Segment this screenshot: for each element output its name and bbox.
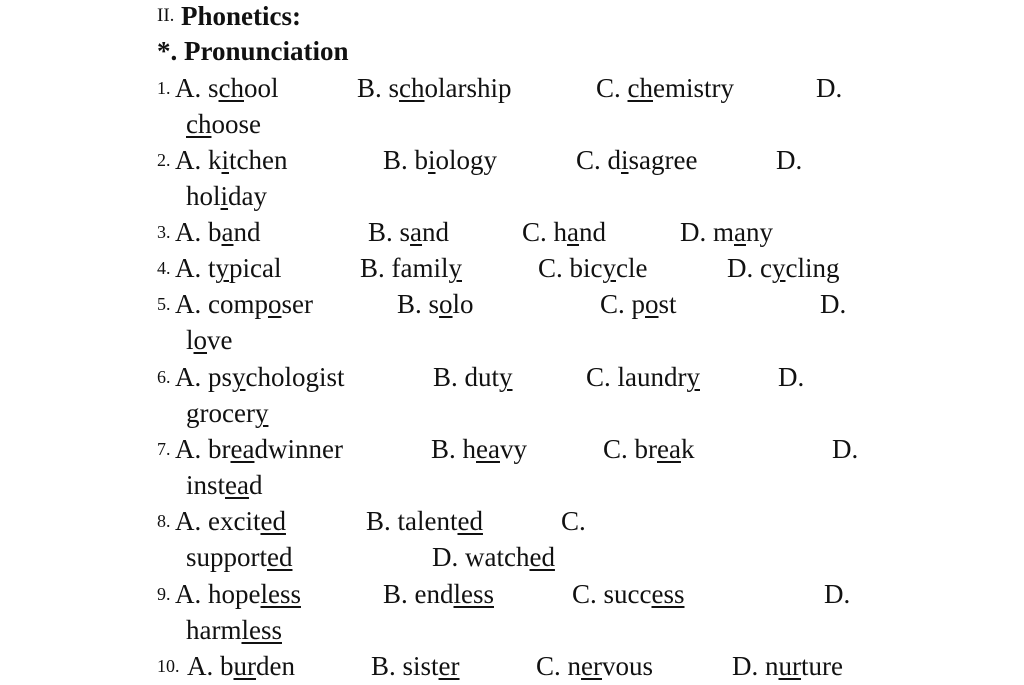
option-a: A. hopeless <box>175 579 301 609</box>
option-d-word: instead <box>186 470 263 500</box>
option-a: A. breadwinner <box>175 434 343 464</box>
option-b: B. heavy <box>431 434 527 464</box>
option-c: C. disagree <box>576 145 698 175</box>
section-title: Phonetics: <box>181 1 301 31</box>
option-d-word: holiday <box>186 181 268 211</box>
option-d: D. <box>776 145 803 175</box>
option-d-word: grocery <box>186 398 269 428</box>
option-d: D. cycling <box>727 253 840 283</box>
option-c: C. laundry <box>586 362 700 392</box>
option-b: B. sister <box>371 651 460 681</box>
subsection-title: *. Pronunciation <box>157 36 349 66</box>
question-number: 6. <box>157 367 171 387</box>
option-d: D. <box>824 579 851 609</box>
option-b: B. biology <box>383 145 498 175</box>
option-b: B. duty <box>433 362 513 392</box>
option-b: B. sand <box>368 217 450 247</box>
option-a: A. band <box>175 217 261 247</box>
option-b: B. solo <box>397 289 474 319</box>
option-a: A. typical <box>175 253 282 283</box>
option-c-word: supported <box>186 542 293 572</box>
option-a: A. burden <box>187 651 295 681</box>
question-number: 3. <box>157 222 171 242</box>
option-b: B. endless <box>383 579 494 609</box>
option-d: D. watched <box>432 542 555 572</box>
section-roman: II. <box>157 5 175 26</box>
question-number: 2. <box>157 150 171 170</box>
question-number: 7. <box>157 439 171 459</box>
question-number: 9. <box>157 584 171 604</box>
option-c: C. bicycle <box>538 253 648 283</box>
option-d: D. <box>778 362 805 392</box>
option-c: C. post <box>600 289 677 319</box>
option-c: C. nervous <box>536 651 654 681</box>
option-a: A. excited <box>175 506 286 536</box>
option-c: C. break <box>603 434 695 464</box>
question-number: 10. <box>157 656 180 676</box>
option-d-word: harmless <box>186 615 282 645</box>
option-d: D. nurture <box>732 651 843 681</box>
question-number: 4. <box>157 258 171 278</box>
option-c: C. <box>561 506 586 536</box>
option-c: C. success <box>572 579 685 609</box>
option-d-word: love <box>186 325 233 355</box>
option-d: D. many <box>680 217 773 247</box>
option-a: A. composer <box>175 289 313 319</box>
question-number: 8. <box>157 511 171 531</box>
option-a: A. psychologist <box>175 362 345 392</box>
option-d: D. <box>832 434 859 464</box>
option-d: D. <box>820 289 847 319</box>
option-d: D. <box>816 73 843 103</box>
option-b: B. family <box>360 253 462 283</box>
option-b: B. scholarship <box>357 73 512 103</box>
option-a: A. kitchen <box>175 145 288 175</box>
option-b: B. talented <box>366 506 483 536</box>
option-c: C. hand <box>522 217 606 247</box>
question-number: 1. <box>157 78 171 98</box>
question-number: 5. <box>157 294 171 314</box>
option-d-word: choose <box>186 109 261 139</box>
option-c: C. chemistry <box>596 73 734 103</box>
option-a: A. school <box>175 73 279 103</box>
